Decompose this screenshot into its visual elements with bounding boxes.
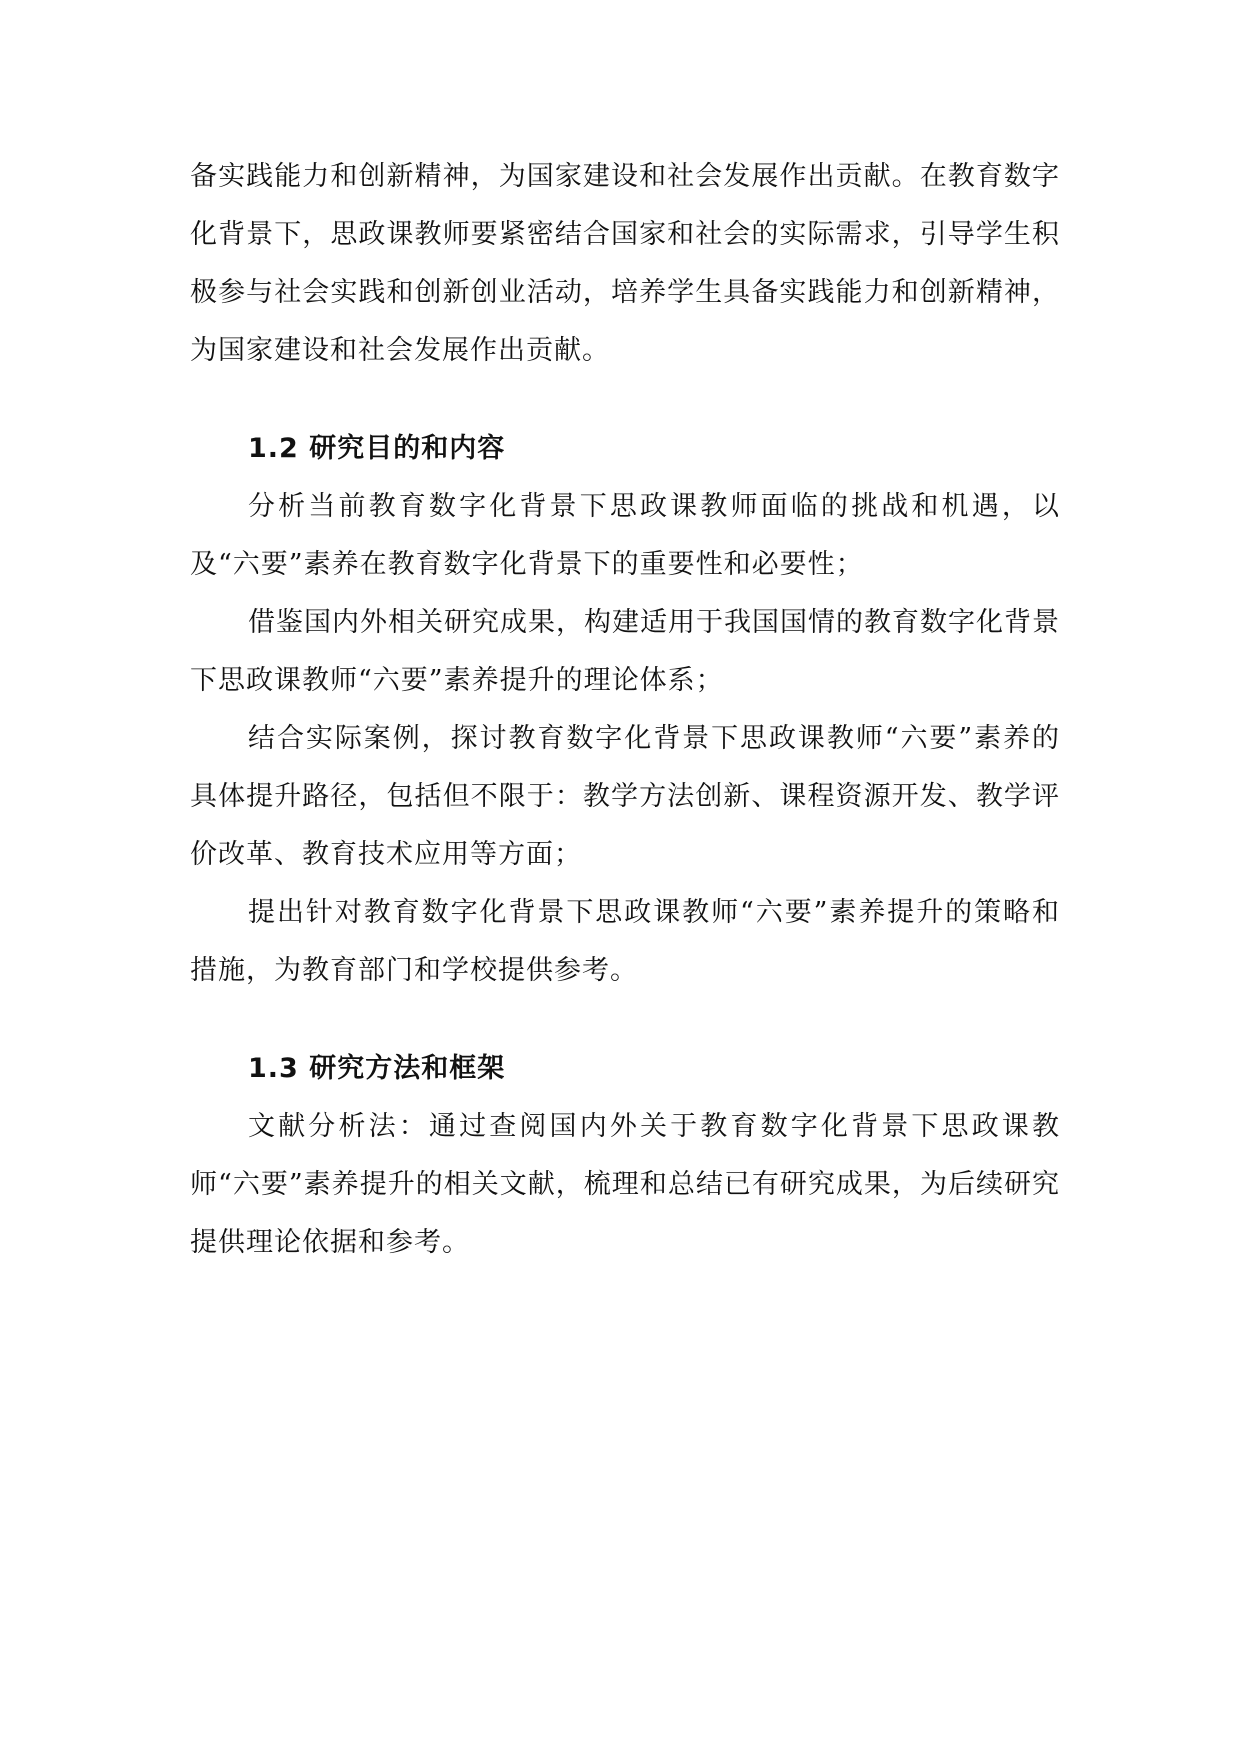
- paragraph-research-purpose-1: 分析当前教育数字化背景下思政课教师面临的挑战和机遇，以及“六要”素养在教育数字化背景下的重要性和必要性；: [190, 491, 1060, 580]
- document-body: [190, 148, 1060, 1272]
- paragraph-research-purpose-4: 提出针对教育数字化背景下思政课教师“六要”素养提升的策略和措施，为教育部门和学校提供参考。: [190, 897, 1060, 986]
- section-heading-1-3: 1.3 研究方法和框架: [248, 1053, 506, 1084]
- paragraph-research-purpose-3: 结合实际案例，探讨教育数字化背景下思政课教师“六要”素养的具体提升路径，包括但不限于：教学方法创新、课程资源开发、教学评价改革、教育技术应用等方面；: [190, 723, 1060, 870]
- paragraph-continuation: 备实践能力和创新精神，为国家建设和社会发展作出贡献。在教育数字化背景下，思政课教师要紧密结合国家和社会的实际需求，引导学生积极参与社会实践和创新创业活动，培养学生具备实践能力和创新精神，为国家建设和社会发展作出贡献。: [190, 161, 1060, 366]
- section-spacer: [190, 380, 1060, 420]
- section-spacer: [190, 1000, 1060, 1040]
- paragraph-research-purpose-2: 借鉴国内外相关研究成果，构建适用于我国国情的教育数字化背景下思政课教师“六要”素养提升的理论体系；: [190, 607, 1060, 696]
- section-heading-1-2: 1.2 研究目的和内容: [248, 433, 506, 464]
- paragraph-literature-method: 文献分析法：通过查阅国内外关于教育数字化背景下思政课教师“六要”素养提升的相关文献，梳理和总结已有研究成果，为后续研究提供理论依据和参考。: [190, 1111, 1060, 1258]
